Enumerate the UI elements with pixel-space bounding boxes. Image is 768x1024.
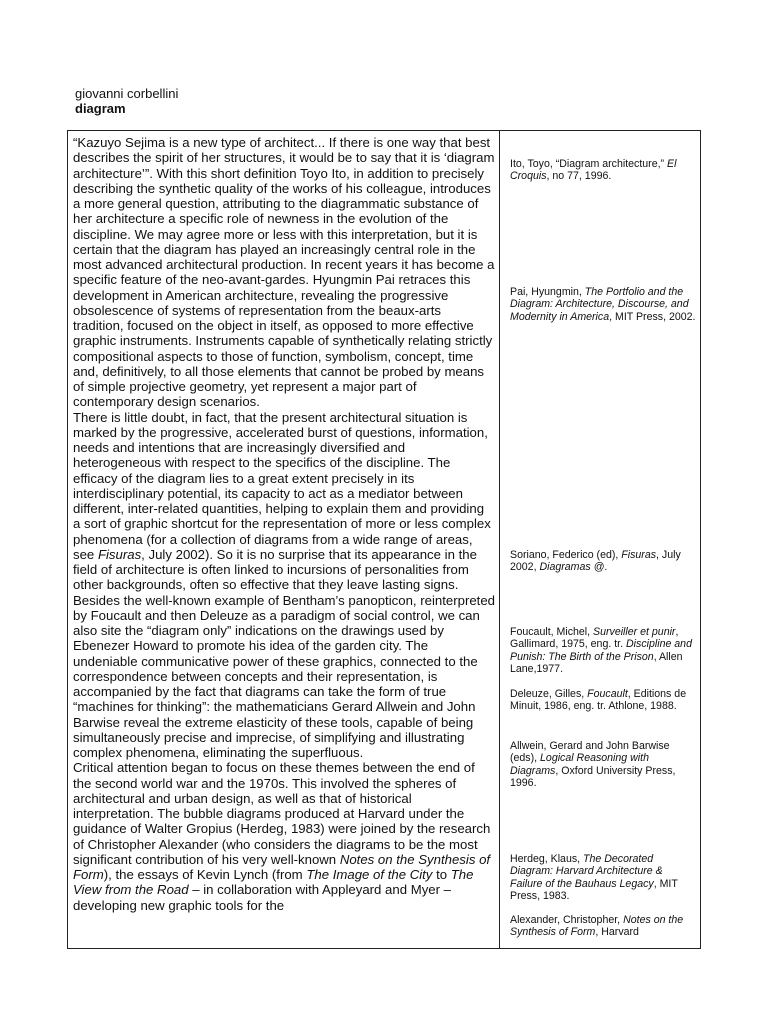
text-frame (67, 130, 701, 949)
page-header (75, 86, 178, 116)
main-text-column (73, 135, 495, 913)
paragraph-1: “Kazuyo Sejima is a new type of architect... If there is one way that best describes the spirit of her structures, it would be to say that it is ‘diagram architecture’”. With this short definition Toyo Ito, in addition to precisely describing the synthetic quality of the works of his colleague, introduces a more general question, attributing to the diagrammatic substance of her architecture a specific role of newness in the evolution of the discipline. We may agree more or less with this interpretation, but it is certain that the diagram has played an increasingly central role in the most advanced architectural production. In recent years it has become a specific feature of the neo-avant-gardes. Hyungmin Pai retraces this development in American architecture, revealing the progressive obsolescence of systems of representation from the beaux-arts tradition, focused on the object in itself, as opposed to more effective graphic instruments. Instruments capable of synthetically relating strictly compositional aspects to those of function, symbolism, concept, time and, definitively, to all those elements that cannot be probed by means of simple projective geometry, yet represent a major part of contemporary design scenarios. (73, 135, 495, 410)
note-herdeg: Herdeg, Klaus, The Decorated Diagram: Harvard Architecture & Failure of the Bauhaus Legacy, MIT Press, 1983. (510, 853, 678, 902)
author-name: giovanni corbellini (75, 86, 179, 101)
note-foucault: Foucault, Michel, Surveiller et punir, Gallimard, 1975, eng. tr. Discipline and Punish: The Birth of the Prison, Allen Lane,1977. (510, 626, 692, 675)
note-soriano: Soriano, Federico (ed), Fisuras, July 2002, Diagramas @. (510, 549, 681, 574)
note-ito: Ito, Toyo, “Diagram architecture,” El Croquis, no 77, 1996. (510, 158, 677, 183)
page-title: diagram (75, 101, 126, 116)
note-pai: Pai, Hyungmin, The Portfolio and the Diagram: Architecture, Discourse, and Modernity in America, MIT Press, 2002. (510, 286, 696, 323)
note-alexander: Alexander, Christopher, Notes on the Synthesis of Form, Harvard (510, 914, 684, 939)
paragraph-2: There is little doubt, in fact, that the present architectural situation is marked by the progressive, accelerated burst of questions, information, needs and intentions that are increasingly diversified and heterogeneous with respect to the specifics of the discipline. The efficacy of the diagram lies to a great extent precisely in its interdisciplinary potential, its capacity to act as a mediator between different, inter-related quantities, helping to explain them and providing a sort of graphic shortcut for the representation of more or less complex phenomena (for a collection of diagrams from a wide range of areas, see Fisuras, July 2002). So it is no surprise that its appearance in the field of architecture is often linked to incursions of personalities from other backgrounds, often so effective that they leave lasting signs. Besides the well-known example of Bentham’s panopticon, reinterpreted by Foucault and then Deleuze as a paradigm of social control, we can also site the “diagram only” indications on the drawings used by Ebenezer Howard to promote his idea of the garden city. The undeniable communicative power of these graphics, connected to the correspondence between concepts and their representation, is accompanied by the fact that diagrams can take the form of true “machines for thinking”: the mathematicians Gerard Allwein and John Barwise reveal the extreme elasticity of these tools, capable of being simultaneously precise and imprecise, of simplifying and illustrating complex phenomena, eliminating the superfluous. (73, 409, 495, 760)
column-divider (499, 131, 500, 948)
note-allwein: Allwein, Gerard and John Barwise (eds), Logical Reasoning with Diagrams, Oxford University Press, 1996. (510, 740, 676, 789)
paragraph-3: Critical attention began to focus on these themes between the end of the second world war and the 1970s. This involved the spheres of architectural and urban design, as well as that of historical interpretation. The bubble diagrams produced at Harvard under the guidance of Walter Gropius (Herdeg, 1983) were joined by the research of Christopher Alexander (who considers the diagrams to be the most significant contribution of his very well-known Notes on the Synthesis of Form), the essays of Kevin Lynch (from The Image of the City to The View from the Road – in collaboration with Appleyard and Myer – developing new graphic tools for the (73, 760, 491, 913)
note-deleuze: Deleuze, Gilles, Foucault, Editions de Minuit, 1986, eng. tr. Athlone, 1988. (510, 688, 687, 713)
